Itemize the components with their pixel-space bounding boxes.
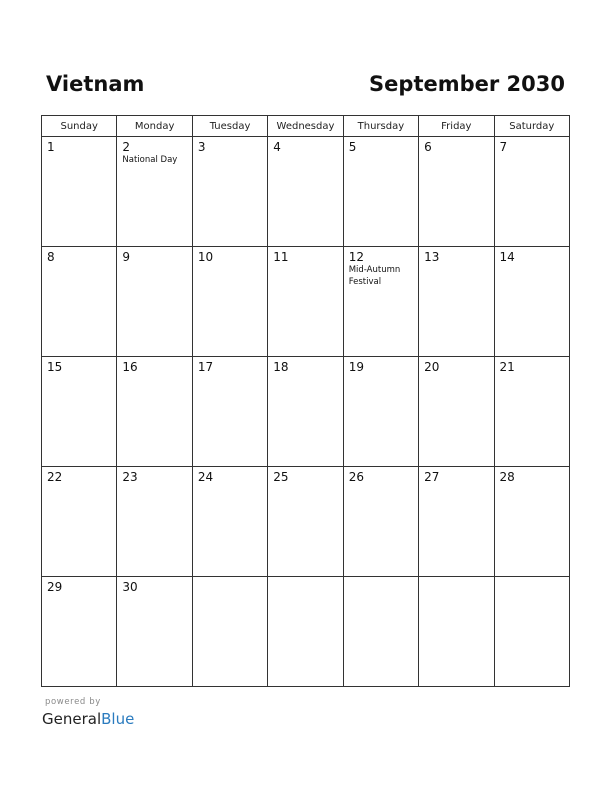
day-number: 6 — [424, 140, 432, 154]
footer-branding — [42, 697, 134, 729]
day-cell — [494, 357, 569, 467]
day-cell — [419, 577, 494, 687]
day-number: 1 — [47, 140, 55, 154]
day-cell — [343, 467, 418, 577]
day-cell — [192, 357, 267, 467]
day-number: 12 — [348, 250, 364, 264]
day-cell — [343, 137, 418, 247]
country-title: Vietnam — [46, 72, 145, 96]
day-number — [193, 577, 267, 580]
week-row — [42, 467, 570, 577]
day-cell — [494, 137, 569, 247]
day-number: 16 — [122, 360, 138, 374]
day-cell — [268, 137, 343, 247]
day-number: 18 — [273, 360, 289, 374]
day-cell — [117, 577, 192, 687]
day-cell — [117, 467, 192, 577]
day-number — [344, 577, 418, 580]
holiday-label: Mid-Autumn Festival — [348, 265, 401, 287]
day-number: 5 — [348, 140, 357, 154]
day-number: 26 — [348, 470, 364, 484]
weekday-tuesday: Tuesday — [192, 116, 267, 137]
day-number: 19 — [348, 360, 364, 374]
weekday-thursday: Thursday — [343, 116, 418, 137]
day-number: 11 — [273, 250, 289, 264]
day-number: 30 — [122, 580, 138, 594]
day-cell — [42, 577, 117, 687]
brand-general-text: General — [42, 710, 102, 728]
day-cell — [419, 247, 494, 357]
day-number: 13 — [424, 250, 440, 264]
day-number: 25 — [273, 470, 289, 484]
day-cell — [343, 577, 418, 687]
day-cell — [192, 577, 267, 687]
powered-by-text: powered by — [45, 697, 101, 707]
day-cell — [268, 247, 343, 357]
day-number: 20 — [424, 360, 440, 374]
week-row — [42, 577, 570, 687]
day-cell — [343, 247, 418, 357]
day-cell — [192, 137, 267, 247]
day-number: 27 — [424, 470, 440, 484]
month-year-title: September 2030 — [369, 72, 565, 96]
day-cell — [268, 357, 343, 467]
day-cell — [268, 467, 343, 577]
holiday-label: National Day — [122, 155, 178, 165]
day-cell — [268, 577, 343, 687]
day-number: 2 — [122, 140, 131, 154]
day-cell — [419, 467, 494, 577]
weekday-sunday: Sunday — [42, 116, 117, 137]
day-cell — [494, 247, 569, 357]
day-number: 23 — [122, 470, 138, 484]
day-cell — [42, 247, 117, 357]
day-cell — [42, 137, 117, 247]
day-cell — [494, 467, 569, 577]
day-cell — [117, 247, 192, 357]
week-row — [42, 357, 570, 467]
day-number: 8 — [47, 250, 55, 264]
day-number: 17 — [197, 360, 214, 374]
weekday-wednesday: Wednesday — [268, 116, 343, 137]
day-number: 24 — [197, 470, 214, 484]
day-number: 4 — [273, 140, 281, 154]
week-row — [42, 247, 570, 357]
day-cell — [192, 247, 267, 357]
day-cell — [117, 137, 192, 247]
weekday-header-row — [42, 116, 570, 137]
calendar-body — [42, 137, 570, 687]
brand-blue-text: Blue — [101, 710, 135, 728]
day-cell — [42, 357, 117, 467]
day-number: 14 — [499, 250, 515, 264]
day-number: 21 — [499, 360, 515, 374]
day-number: 9 — [122, 250, 131, 264]
weekday-monday: Monday — [117, 116, 192, 137]
day-number — [495, 577, 569, 580]
day-number — [268, 577, 342, 580]
calendar-grid — [41, 115, 570, 687]
day-number: 28 — [499, 470, 515, 484]
day-cell — [419, 137, 494, 247]
week-row — [42, 137, 570, 247]
weekday-friday: Friday — [419, 116, 494, 137]
day-number — [419, 577, 493, 580]
day-cell — [494, 577, 569, 687]
weekday-saturday: Saturday — [494, 116, 569, 137]
generalblue-logo — [42, 709, 134, 729]
day-cell — [192, 467, 267, 577]
day-number: 22 — [47, 470, 63, 484]
day-number: 15 — [47, 360, 63, 374]
day-number: 3 — [197, 140, 206, 154]
day-cell — [343, 357, 418, 467]
day-cell — [42, 467, 117, 577]
day-number: 7 — [499, 140, 508, 154]
day-cell — [419, 357, 494, 467]
day-number: 29 — [47, 580, 63, 594]
day-cell — [117, 357, 192, 467]
day-number: 10 — [197, 250, 214, 264]
